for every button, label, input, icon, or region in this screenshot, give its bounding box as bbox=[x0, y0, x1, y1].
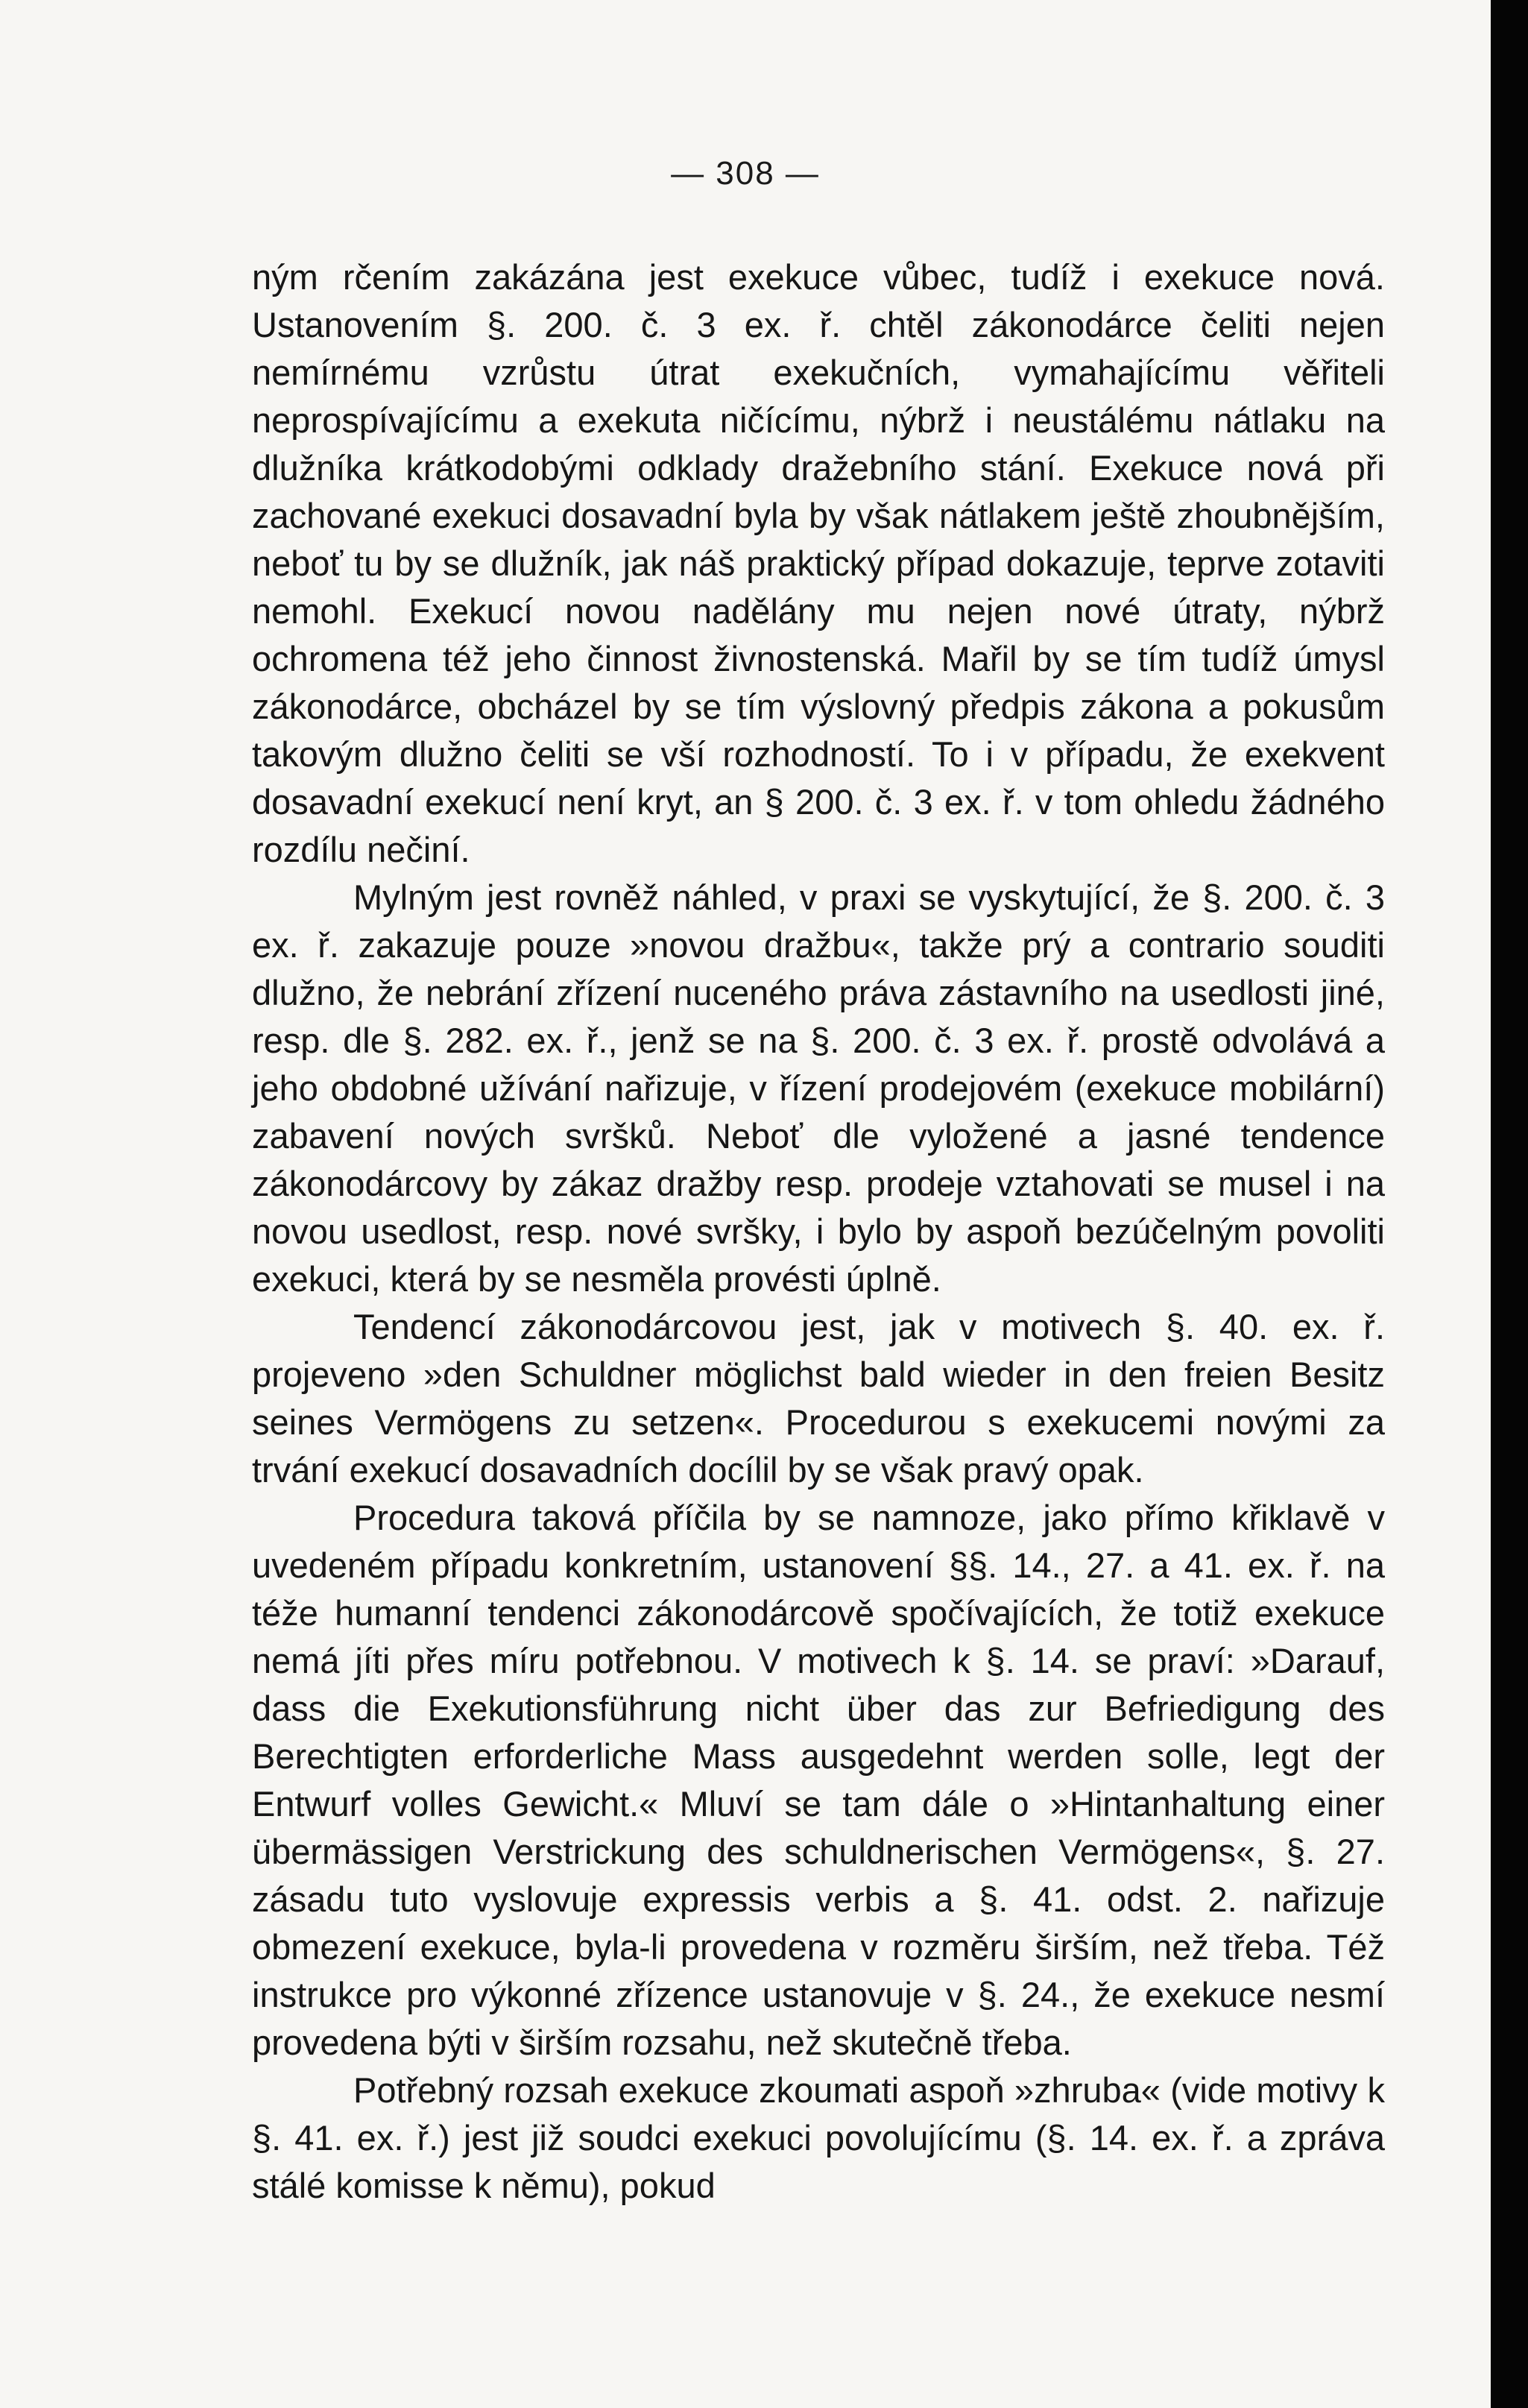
scan-border bbox=[1491, 0, 1528, 2408]
page-number: — 308 — bbox=[671, 155, 820, 192]
paragraph-5: Potřebný rozsah exekuce zkoumati aspoň »zhruba« (vide motivy k §. 41. ex. ř.) jest již soudci exekuci povolujícímu (§. 14. ex. ř. a zpráva stálé komisse k němu), pokud bbox=[252, 2070, 1385, 2205]
body-text bbox=[252, 253, 1385, 2210]
paragraph-3: Tendencí zákonodárcovou jest, jak v motivech §. 40. ex. ř. projeveno »den Schuldner möglichst bald wieder in den freien Besitz seines Vermögens zu setzen«. Procedurou s exekucemi novými za trvání exekucí dosavadních docílil by se však pravý opak. bbox=[252, 1307, 1385, 1490]
paragraph-4: Procedura taková příčila by se namnoze, jako přímo křiklavě v uvedeném případu konkretním, ustanovení §§. 14., 27. a 41. ex. ř. na téže humanní tendenci zákonodárcově spočívajících, že totiž exekuce nemá jíti přes míru potřebnou. V motivech k §. 14. se praví: »Darauf, dass die Exekutionsführung nicht über das zur Befriedigung des Berechtigten erforderliche Mass ausgedehnt werden solle, legt der Entwurf volles Gewicht.« Mluví se tam dále o »Hintanhaltung einer übermässigen Verstrickung des schuldnerischen Vermögens«, §. 27. zásadu tuto vyslovuje expressis verbis a §. 41. odst. 2. nařizuje obmezení exekuce, byla-li provedena v rozměru širším, než třeba. Též instrukce pro výkonné zřízence ustanovuje v §. 24., že exekuce nesmí provedena býti v širším rozsahu, než skutečně třeba. bbox=[252, 1498, 1385, 2062]
paragraph-2: Mylným jest rovněž náhled, v praxi se vyskytující, že §. 200. č. 3 ex. ř. zakazuje pouze »novou dražbu«, takže prý a contrario souditi dlužno, že nebrání zřízení nuceného práva zástavního na usedlosti jiné, resp. dle §. 282. ex. ř., jenž se na §. 200. č. 3 ex. ř. prostě odvolává a jeho obdobné užívání nařizuje, v řízení prodejovém (exekuce mobilární) zabavení nových svršků. Neboť dle vyložené a jasné tendence zákonodárcovy by zákaz dražby resp. prodeje vztahovati se musel i na novou usedlost, resp. nové svršky, i bylo by aspoň bezúčelným povoliti exekuci, která by se nesměla provésti úplně. bbox=[252, 877, 1385, 1299]
paragraph-1: ným rčením zakázána jest exekuce vůbec, tudíž i exekuce nová. Ustanovením §. 200. č. 3 ex. ř. chtěl zákonodárce čeliti nejen nemírnému vzrůstu útrat exekučních, vymahajícímu věřiteli neprospívajícímu a exekuta ničícímu, nýbrž i neustálému nátlaku na dlužníka krátkodobými odklady dražebního stání. Exekuce nová při zachované exekuci dosavadní byla by však nátlakem ještě zhoubnějším, neboť tu by se dlužník, jak náš praktický případ dokazuje, teprve zotaviti nemohl. Exekucí novou nadělány mu nejen nové útraty, nýbrž ochromena též jeho činnost živnostenská. Mařil by se tím tudíž úmysl zákonodárce, obcházel by se tím výslovný předpis zákona a pokusům takovým dlužno čeliti se vší rozhodností. To i v případu, že exekvent dosavadní exekucí není kryt, an § 200. č. 3 ex. ř. v tom ohledu žádného rozdílu nečiní. bbox=[252, 257, 1385, 869]
